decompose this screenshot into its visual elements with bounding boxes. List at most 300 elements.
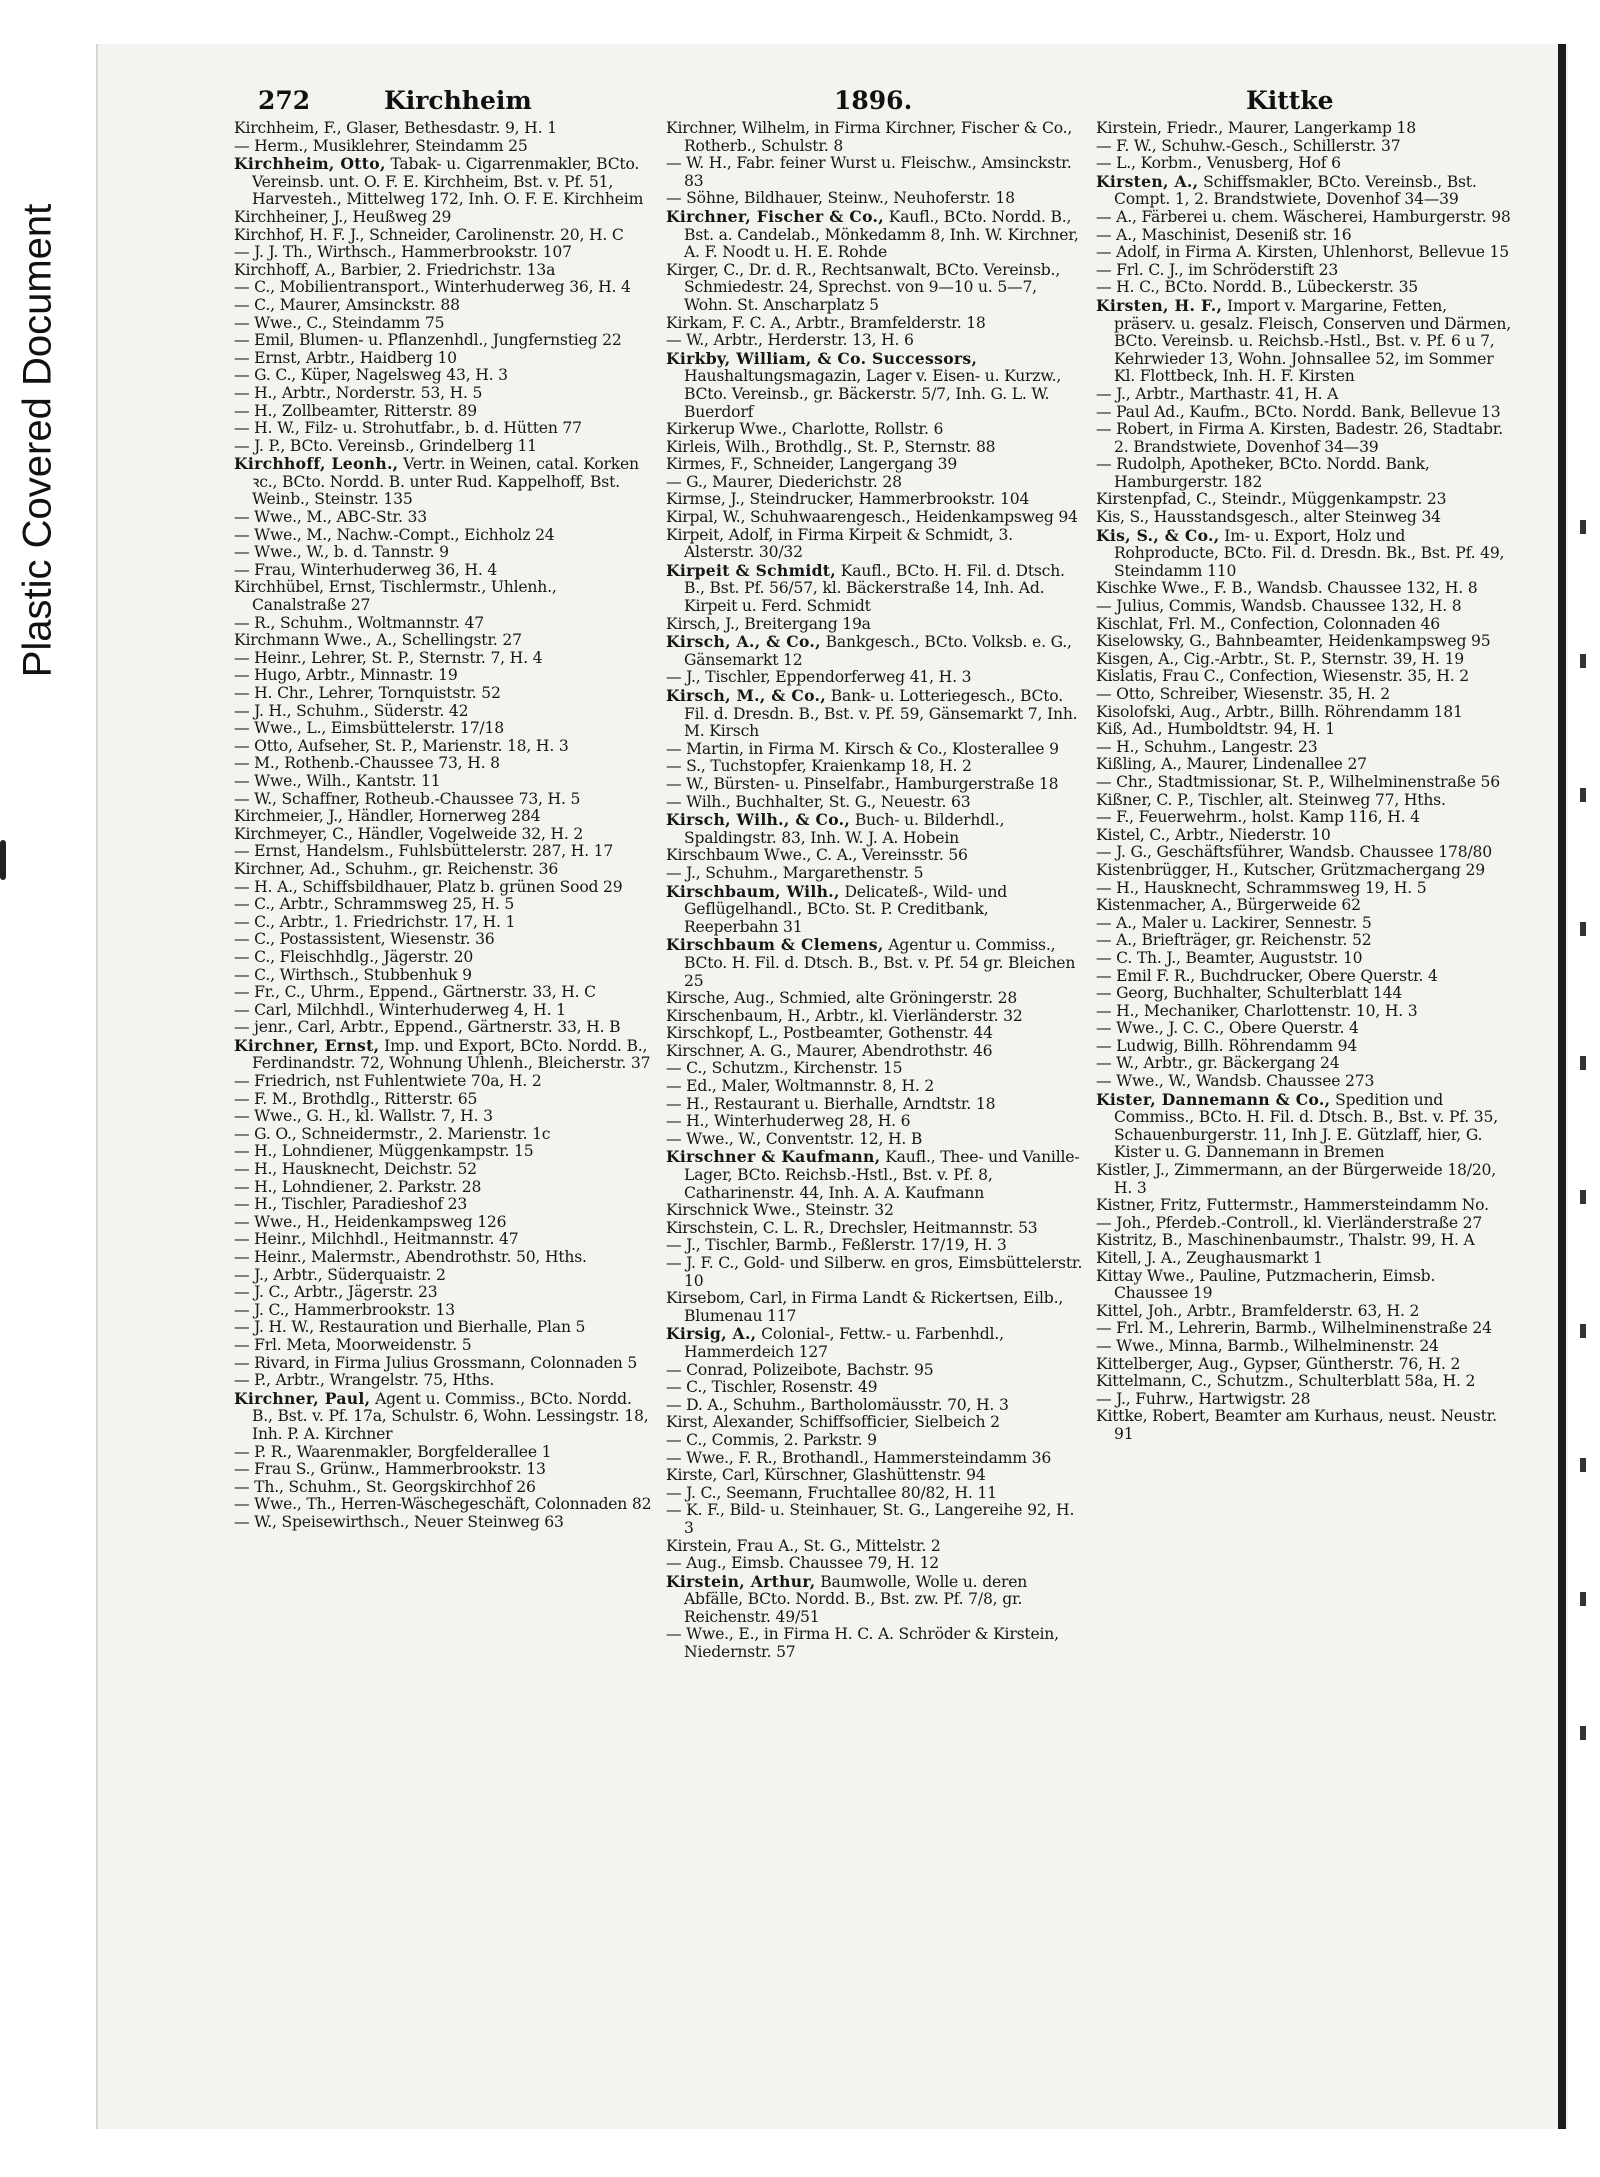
directory-entry	[1096, 227, 1512, 245]
entry-text: Kistner, Fritz, Futtermstr., Hammersteindamm No.	[1096, 1196, 1489, 1215]
directory-entry	[666, 1362, 1086, 1380]
entry-text: — Wwe., W., b. d. Tannstr. 9	[234, 543, 449, 562]
entry-text: — J., Tischler, Barmb., Feßlerstr. 17/19, H. 3	[666, 1236, 1007, 1255]
header-year: 1896.	[834, 86, 913, 115]
entry-text: Im- u. Export, Holz und Rohproducte, BCto. Fil. d. Dresdn. Bk., Bst. Pf. 49, Steindamm 110	[1114, 526, 1505, 580]
directory-entry	[234, 1179, 652, 1197]
entry-text: Imp. und Export, BCto. Nordd. B., Ferdinandstr. 72, Wohnung Uhlenh., Bleicherstr. 37	[252, 1036, 651, 1073]
entry-text: — C., Commis, 2. Parkstr. 9	[666, 1430, 877, 1449]
entry-text: Kirsch, J., Breitergang 19a	[666, 614, 871, 633]
entry-text: — Emil F. R., Buchdrucker, Obere Querstr. 4	[1096, 966, 1438, 985]
entry-text: — Wwe., W., Wandsb. Chaussee 273	[1096, 1072, 1375, 1091]
entry-text: Kirste, Carl, Kürschner, Glashüttenstr. 94	[666, 1466, 986, 1485]
directory-entry	[666, 190, 1086, 208]
directory-entry	[666, 1096, 1086, 1114]
directory-entry	[1096, 262, 1512, 280]
entry-text: Kischlat, Frl. M., Confection, Colonnaden 46	[1096, 614, 1440, 633]
entry-text: — Wwe., M., Nachw.-Compt., Eichholz 24	[234, 525, 555, 544]
directory-entry	[1096, 1408, 1512, 1443]
entry-text: Kirstenpfad, C., Steindr., Müggenkampstr. 23	[1096, 490, 1447, 509]
directory-entry	[234, 1073, 652, 1091]
entry-text: — W., Speisewirthsch., Neuer Steinweg 63	[234, 1512, 564, 1531]
entry-text: Kirkerup Wwe., Charlotte, Rollstr. 6	[666, 420, 944, 439]
entry-text: — H., Lohndiener, Müggenkampstr. 15	[234, 1142, 534, 1161]
entry-text: Kirschbaum Wwe., C. A., Vereinsstr. 56	[666, 846, 968, 865]
entry-name-bold: Kirsig, A.,	[666, 1324, 757, 1344]
entry-text: — Wwe., Minna, Barmb., Wilhelminenstr. 24	[1096, 1336, 1439, 1355]
entry-text: — Frau, Winterhuderweg 36, H. 4	[234, 560, 498, 579]
directory-entry	[234, 403, 652, 421]
entry-text: — Wwe., H., Heidenkampsweg 126	[234, 1212, 507, 1231]
entry-name-bold: Kirchner, Paul,	[234, 1388, 371, 1408]
directory-entry	[1096, 880, 1512, 898]
entry-text: — C., Arbtr., Schrammsweg 25, H. 5	[234, 895, 515, 914]
directory-entry	[234, 315, 652, 333]
directory-entry	[666, 1078, 1086, 1096]
directory-entry	[666, 741, 1086, 759]
entry-text: — Wwe., E., in Firma H. C. A. Schröder & Kirstein, Niedernstr. 57	[666, 1625, 1059, 1662]
directory-entry	[666, 883, 1086, 937]
directory-entry	[1096, 915, 1512, 933]
entry-text: — J. C., Arbtr., Jägerstr. 23	[234, 1283, 438, 1302]
entry-text: — J. G., Geschäftsführer, Wandsb. Chaussee 178/80	[1096, 843, 1492, 862]
entry-text: Kirchhübel, Ernst, Tischlermstr., Uhlenh., Canalstraße 27	[234, 578, 557, 615]
directory-entry	[666, 491, 1086, 509]
directory-entry	[1096, 862, 1512, 880]
directory-entry	[234, 1019, 652, 1037]
directory-entry	[1096, 404, 1512, 422]
entry-text: Bank- u. Lotteriegesch., BCto. Fil. d. Dresdn. B., Bst. v. Pf. 59, Gänsemarkt 7, Inh. M. Kirsch	[684, 687, 1078, 741]
directory-entry	[234, 1337, 652, 1355]
entry-text: — C., Tischler, Rosenstr. 49	[666, 1378, 878, 1397]
directory-entry	[234, 1267, 652, 1285]
entry-text: — A., Maschinist, Deseniß str. 16	[1096, 225, 1352, 244]
entry-text: Kirchhof, H. F. J., Schneider, Carolinenstr. 20, H. C	[234, 225, 624, 244]
directory-entry	[234, 1355, 652, 1373]
entry-text: — J., Arbtr., Marthastr. 41, H. A	[1096, 384, 1339, 403]
entry-text: — H., Arbtr., Norderstr. 53, H. 5	[234, 383, 483, 402]
entry-text: Kirpeit, Adolf, in Firma Kirpeit & Schmidt, 3. Alsterstr. 30/32	[666, 525, 1013, 562]
entry-text: — H., Hausknecht, Schrammsweg 19, H. 5	[1096, 878, 1427, 897]
directory-entry	[666, 509, 1086, 527]
directory-entry	[1096, 1338, 1512, 1356]
directory-entry	[1096, 721, 1512, 739]
entry-text: — Wwe., Th., Herren-Wäschegeschäft, Colonnaden 82	[234, 1495, 652, 1514]
directory-entry	[1096, 704, 1512, 722]
directory-entry	[666, 1432, 1086, 1450]
directory-entry	[666, 776, 1086, 794]
directory-entry	[1096, 138, 1512, 156]
entry-text: — W. H., Fabr. feiner Wurst u. Fleischw., Amsinckstr. 83	[666, 154, 1072, 190]
entry-text: — Chr., Stadtmissionar, St. P., Wilhelminenstraße 56	[1096, 772, 1500, 791]
directory-entry	[234, 791, 652, 809]
entry-text: — Adolf, in Firma A. Kirsten, Uhlenhorst, Bellevue 15	[1096, 243, 1509, 262]
entry-text: — Rudolph, Apotheker, BCto. Nordd. Bank, Hamburgerstr. 182	[1096, 455, 1430, 491]
entry-text: — Söhne, Bildhauer, Steinw., Neuhoferstr. 18	[666, 189, 1015, 208]
directory-entry	[234, 455, 652, 509]
directory-entry	[1096, 985, 1512, 1003]
header-left-keyword: Kirchheim	[384, 86, 532, 115]
entry-text: — Heinr., Milchhdl., Heitmannstr. 47	[234, 1230, 519, 1249]
directory-entry	[234, 562, 652, 580]
entry-text: Kischke Wwe., F. B., Wandsb. Chaussee 132, H. 8	[1096, 579, 1478, 598]
directory-entry	[666, 1255, 1086, 1290]
entry-name-bold: Kirschbaum & Clemens,	[666, 935, 884, 955]
directory-entry	[666, 1202, 1086, 1220]
entry-text: — M., Rothenb.-Chaussee 73, H. 8	[234, 754, 500, 773]
entry-text: — F. M., Brothdlg., Ritterstr. 65	[234, 1089, 478, 1108]
entry-text: — H., Mechaniker, Charlottenstr. 10, H. 3	[1096, 1001, 1418, 1020]
entry-text: — W., Schaffner, Rotheub.-Chaussee 73, H. 5	[234, 789, 581, 808]
entry-text: — H., Tischler, Paradieshof 23	[234, 1195, 468, 1214]
entry-name-bold: Kirsch, A., & Co.,	[666, 632, 821, 652]
directory-entry	[234, 579, 652, 614]
directory-entry	[666, 616, 1086, 634]
entry-text: — Wilh., Buchhalter, St. G., Neuestr. 63	[666, 792, 971, 811]
directory-entry	[234, 1196, 652, 1214]
side-label	[8, 120, 68, 760]
directory-entry	[666, 1379, 1086, 1397]
entry-text: — J. P., BCto. Vereinsb., Grindelberg 11	[234, 436, 537, 455]
directory-entry	[1096, 968, 1512, 986]
entry-text: — J., Schuhm., Margarethenstr. 5	[666, 863, 924, 882]
entry-text: Kirschkopf, L., Postbeamter, Gothenstr. 44	[666, 1024, 993, 1043]
directory-entry	[1096, 1003, 1512, 1021]
directory-entry	[666, 1325, 1086, 1361]
entry-text: Tabak- u. Cigarrenmakler, BCto. Vereinsb. unt. O. F. E. Kirchheim, Bst. v. Pf. 51, Harvesteh., Mittelweg 172, Inh. O. F. E. Kirchheim	[252, 155, 644, 209]
directory-entry	[1096, 1055, 1512, 1073]
directory-entry	[234, 544, 652, 562]
entry-text: — Ed., Maler, Woltmannstr. 8, H. 2	[666, 1077, 935, 1096]
directory-entry	[234, 650, 652, 668]
entry-text: — Ludwig, Billh. Röhrendamm 94	[1096, 1036, 1358, 1055]
entry-text: — G. O., Schneidermstr., 2. Marienstr. 1c	[234, 1124, 551, 1143]
entry-text: — C., Arbtr., 1. Friedrichstr. 17, H. 1	[234, 912, 516, 931]
directory-entry	[1096, 598, 1512, 616]
entry-text: — Ernst, Handelsm., Fuhlsbüttelerstr. 287, H. 17	[234, 842, 614, 861]
entry-text: Delicateß-, Wild- und Geflügelhandl., BCto. St. P. Creditbank, Reeperbahn 31	[684, 882, 1008, 936]
entry-text: — F. W., Schuhw.-Gesch., Schillerstr. 37	[1096, 136, 1401, 155]
entry-name-bold: Kirkby, William, & Co. Successors,	[666, 348, 978, 368]
directory-entry	[1096, 1320, 1512, 1338]
directory-entry	[666, 1131, 1086, 1149]
entry-name-bold: Kirpeit & Schmidt,	[666, 560, 837, 580]
entry-text: — H., Zollbeamter, Ritterstr. 89	[234, 401, 477, 420]
entry-text: Buch- u. Bilderhdl., Spaldingstr. 83, Inh. W. J. A. Hobein	[684, 811, 1005, 847]
directory-column-3	[1096, 120, 1512, 2000]
entry-text: — Aug., Eimsb. Chaussee 79, H. 12	[666, 1554, 940, 1573]
directory-entry	[666, 1485, 1086, 1503]
directory-entry	[234, 1249, 652, 1267]
entry-text: — J., Fuhrw., Hartwigstr. 28	[1096, 1389, 1311, 1408]
directory-entry	[1096, 173, 1512, 209]
directory-entry	[234, 138, 652, 156]
entry-text: Kisgen, A., Cig.-Arbtr., St. P., Sternstr. 39, H. 19	[1096, 649, 1465, 668]
directory-entry	[666, 865, 1086, 883]
directory-entry	[1096, 739, 1512, 757]
directory-entry	[234, 738, 652, 756]
entry-text: Import v. Margarine, Fetten, präserv. u. gesalz. Fleisch, Conserven und Därmen, BCto. Vereinsb. u. Reichsb.-Hstl., Bst. v. Pf. 6 u 7, Kehrwieder 13, Wohn. Johnsallee 52, im Sommer Kl. Flottbeck, Inh. H. F. Kirsten	[1114, 296, 1511, 386]
entry-text: Kirchner, Wilhelm, in Firma Kirchner, Fischer & Co., Rotherb., Schulstr. 8	[666, 120, 1073, 155]
entry-text: — L., Korbm., Venusberg, Hof 6	[1096, 154, 1341, 173]
entry-text: — Frl. M., Lehrerin, Barmb., Wilhelminenstraße 24	[1096, 1319, 1492, 1338]
entry-text: Kistritz, B., Maschinenbaumstr., Thalstr. 99, H. A	[1096, 1231, 1475, 1250]
directory-entry	[1096, 932, 1512, 950]
directory-entry	[1096, 1232, 1512, 1250]
entry-text: — Wwe., W., Conventstr. 12, H. B	[666, 1129, 923, 1148]
scan-edge-mark	[0, 840, 6, 880]
entry-text: — Martin, in Firma M. Kirsch & Co., Klosterallee 9	[666, 739, 1059, 758]
directory-entry	[1096, 633, 1512, 651]
entry-text: Kirmse, J., Steindrucker, Hammerbrookstr. 104	[666, 490, 1030, 509]
entry-text: — Wwe., Wilh., Kantstr. 11	[234, 771, 441, 790]
entry-text: Kirmes, F., Schneider, Langergang 39	[666, 455, 958, 474]
directory-entry	[666, 794, 1086, 812]
side-label-text: Plastic Covered Document	[15, 203, 60, 677]
entry-text: Kirschstein, C. L. R., Drechsler, Heitmannstr. 53	[666, 1218, 1038, 1237]
entry-text: Kaufl., BCto. Nordd. B., Bst. a. Candelab., Mönkedamm 8, Inh. W. Kirchner, A. F. Noodt u. H. E. Rohde	[684, 207, 1079, 262]
directory-entry	[234, 967, 652, 985]
entry-text: — J. C., Seemann, Fruchtallee 80/82, H. 11	[666, 1483, 997, 1502]
entry-text: Kirschnick Wwe., Steinstr. 32	[666, 1201, 894, 1220]
entry-text: Kirkam, F. C. A., Arbtr., Bramfelderstr. 18	[666, 313, 986, 332]
entry-text: Kirchhoff, A., Barbier, 2. Friedrichstr. 13a	[234, 260, 556, 279]
directory-entry	[1096, 651, 1512, 669]
entry-text: — Friedrich, nst Fuhlentwiete 70a, H. 2	[234, 1072, 542, 1091]
directory-entry	[234, 297, 652, 315]
directory-entry	[234, 1143, 652, 1161]
entry-text: — Joh., Pferdeb.-Controll., kl. Vierländerstraße 27	[1096, 1213, 1483, 1232]
entry-text: — J. H. W., Restauration und Bierhalle, Plan 5	[234, 1318, 586, 1337]
entry-text: — S., Tuchstopfer, Kraienkamp 18, H. 2	[666, 757, 972, 776]
directory-entry	[234, 755, 652, 773]
entry-text: — Hugo, Arbtr., Minnastr. 19	[234, 666, 458, 685]
entry-text: Bankgesch., BCto. Volksb. e. G., Gänsemarkt 12	[684, 633, 1072, 669]
directory-column-1	[234, 120, 652, 2000]
directory-entry	[666, 1025, 1086, 1043]
directory-entry	[234, 703, 652, 721]
directory-entry	[666, 474, 1086, 492]
entry-text: Kirstein, Frau A., St. G., Mittelstr. 2	[666, 1536, 941, 1555]
directory-entry	[234, 332, 652, 350]
directory-entry	[1096, 774, 1512, 792]
entry-text: Kirschenbaum, H., Arbtr., kl. Vierländerstr. 32	[666, 1006, 1023, 1025]
entry-text: Agentur u. Commiss., BCto. H. Fil. d. Dtsch. B., Bst. v. Pf. 54 gr. Bleichen 25	[684, 936, 1076, 990]
directory-entry	[666, 758, 1086, 776]
entry-name-bold: Kis, S., & Co.,	[1096, 525, 1220, 545]
entry-text: — H., Winterhuderweg 28, H. 6	[666, 1112, 911, 1131]
directory-entry	[234, 1126, 652, 1144]
entry-text: Kißling, A., Maurer, Lindenallee 27	[1096, 755, 1367, 774]
directory-entry	[234, 861, 652, 879]
entry-name-bold: Kirsch, M., & Co.,	[666, 686, 827, 705]
directory-entry	[666, 1538, 1086, 1556]
entry-text: Kirchmeier, J., Händler, Hornerweg 284	[234, 807, 541, 826]
entry-text: — H. W., Filz- u. Strohutfabr., b. d. Hütten 77	[234, 419, 582, 438]
directory-entry	[234, 1284, 652, 1302]
directory-entry	[666, 315, 1086, 333]
directory-entry	[234, 879, 652, 897]
entry-text: — H., Schuhm., Langestr. 23	[1096, 737, 1318, 756]
directory-entry	[234, 808, 652, 826]
directory-entry	[1096, 844, 1512, 862]
directory-entry	[1096, 509, 1512, 527]
entry-text: Kaufl., Thee- und Vanille-Lager, BCto. Reichsb.-Hstl., Bst. v. Pf. 8, Catharinenstr. 44, Inh. A. A. Kaufmann	[684, 1148, 1080, 1202]
directory-entry	[234, 1479, 652, 1497]
directory-entry	[234, 1231, 652, 1249]
entry-text: — Frl. C. J., im Schröderstift 23	[1096, 260, 1339, 279]
entry-text: — P. R., Waarenmakler, Borgfelderallee 1	[234, 1442, 552, 1461]
directory-entry	[1096, 580, 1512, 598]
directory-entry	[234, 1002, 652, 1020]
directory-entry	[1096, 792, 1512, 810]
entry-text: Kittelberger, Aug., Gypser, Güntherstr. 76, H. 2	[1096, 1354, 1461, 1373]
entry-text: Vertr. in Weinen, catal. Korken ꝛc., BCto. Nordd. B. unter Rud. Kappelhoff, Bst. Weinb., Steinstr. 135	[252, 455, 639, 509]
entry-name-bold: Kirchheim, Otto,	[234, 154, 386, 174]
entry-text: Spedition und Commiss., BCto. H. Fil. d. Dtsch. B., Bst. v. Pf. 35, Schauenburgerstr. 11, Inh J. E. Gützlaff, hier, G. Kister u. G. Dannemann in Bremen	[1114, 1090, 1498, 1162]
entry-text: — Wwe., G. H., kl. Wallstr. 7, H. 3	[234, 1107, 493, 1126]
directory-entry	[666, 1573, 1086, 1627]
directory-entry	[1096, 1091, 1512, 1162]
entry-name-bold: Kirsch, Wilh., & Co.,	[666, 810, 851, 830]
directory-entry	[1096, 1215, 1512, 1233]
entry-name-bold: Kister, Dannemann & Co.,	[1096, 1089, 1331, 1109]
entry-text: — W., Arbtr., gr. Bäckergang 24	[1096, 1054, 1340, 1073]
entry-text: — Frl. Meta, Moorweidenstr. 5	[234, 1335, 472, 1354]
entry-text: — D. A., Schuhm., Bartholomäusstr. 70, H. 3	[666, 1395, 1009, 1414]
directory-entry	[666, 633, 1086, 669]
entry-text: Kittay Wwe., Pauline, Putzmacherin, Eimsb. Chaussee 19	[1096, 1266, 1436, 1303]
entry-text: Kirchmeyer, C., Händler, Vogelweide 32, H. 2	[234, 824, 584, 843]
directory-entry	[1096, 897, 1512, 915]
directory-entry	[1096, 1073, 1512, 1091]
directory-entry	[1096, 421, 1512, 456]
entry-text: — A., Färberei u. chem. Wäscherei, Hamburgerstr. 98	[1096, 207, 1511, 226]
entry-text: Kiselowsky, G., Bahnbeamter, Heidenkampsweg 95	[1096, 632, 1491, 651]
directory-entry	[666, 332, 1086, 350]
directory-entry	[234, 949, 652, 967]
entry-text: Kis, S., Hausstandsgesch., alter Steinweg 34	[1096, 508, 1441, 527]
directory-entry	[234, 279, 652, 297]
directory-entry	[234, 527, 652, 545]
entry-text: — Rivard, in Firma Julius Grossmann, Colonnaden 5	[234, 1353, 638, 1372]
entry-text: Kirstein, Friedr., Maurer, Langerkamp 18	[1096, 120, 1416, 137]
directory-entry	[234, 244, 652, 262]
directory-entry	[666, 350, 1086, 421]
directory-entry	[666, 811, 1086, 847]
directory-entry	[234, 931, 652, 949]
entry-text: — Wwe., M., ABC-Str. 33	[234, 508, 427, 527]
directory-entry	[234, 1496, 652, 1514]
directory-entry	[234, 438, 652, 456]
entry-name-bold: Kirschner & Kaufmann,	[666, 1147, 881, 1167]
entry-text: Kirchheim, F., Glaser, Bethesdastr. 9, H. 1	[234, 120, 557, 137]
directory-entry	[1096, 244, 1512, 262]
entry-text: Kittke, Robert, Beamter am Kurhaus, neust. Neustr. 91	[1096, 1407, 1497, 1443]
directory-entry	[1096, 1268, 1512, 1303]
entry-text: — Heinr., Malermstr., Abendrothstr. 50, Hths.	[234, 1248, 587, 1266]
directory-entry	[234, 1390, 652, 1444]
entry-text: — F., Feuerwehrm., holst. Kamp 116, H. 4	[1096, 808, 1420, 827]
entry-text: — W., Arbtr., Herderstr. 13, H. 6	[666, 331, 914, 350]
entry-text: Colonial-, Fettw.- u. Farbenhdl., Hammerdeich 127	[684, 1325, 1004, 1361]
directory-entry	[234, 1461, 652, 1479]
entry-text: — Wwe., J. C. C., Obere Querstr. 4	[1096, 1019, 1359, 1038]
entry-text: — Otto, Aufseher, St. P., Marienstr. 18, H. 3	[234, 736, 569, 755]
directory-entry	[234, 667, 652, 685]
entry-text: Kißner, C. P., Tischler, alt. Steinweg 77, Hths.	[1096, 790, 1446, 809]
directory-entry	[234, 1091, 652, 1109]
entry-text: — Th., Schuhm., St. Georgskirchhof 26	[234, 1477, 536, 1496]
entry-text: — Paul Ad., Kaufm., BCto. Nordd. Bank, Bellevue 13	[1096, 402, 1501, 421]
entry-text: — Julius, Commis, Wandsb. Chaussee 132, H. 8	[1096, 597, 1462, 616]
entry-text: — A., Briefträger, gr. Reichenstr. 52	[1096, 931, 1372, 950]
directory-entry	[234, 615, 652, 633]
page-number: 272	[258, 86, 311, 115]
directory-entry	[1096, 668, 1512, 686]
entry-text: Agent u. Commiss., BCto. Nordd. B., Bst. v. Pf. 17a, Schulstr. 6, Wohn. Lessingstr. 18, Inh. P. A. Kirchner	[252, 1389, 649, 1443]
directory-entry	[1096, 491, 1512, 509]
entry-text: — H. C., BCto. Nordd. B., Lübeckerstr. 35	[1096, 278, 1419, 297]
page-binding-edge	[1558, 44, 1566, 2129]
directory-entry	[666, 1467, 1086, 1485]
directory-entry	[666, 936, 1086, 990]
directory-entry	[234, 155, 652, 209]
directory-entry	[1096, 1356, 1512, 1374]
entry-text: — K. F., Bild- u. Steinhauer, St. G., Langereihe 92, H. 3	[666, 1501, 1075, 1537]
entry-text: — J. J. Th., Wirthsch., Hammerbrookstr. 107	[234, 243, 572, 262]
entry-text: Kirleis, Wilh., Brothdlg., St. P., Sternstr. 88	[666, 437, 996, 456]
header-right-keyword: Kittke	[1246, 86, 1334, 115]
entry-text: — H., Hausknecht, Deichstr. 52	[234, 1160, 477, 1179]
directory-entry	[234, 509, 652, 527]
directory-entry	[1096, 686, 1512, 704]
entry-name-bold: Kirchner, Fischer & Co.,	[666, 206, 884, 226]
directory-entry	[666, 1555, 1086, 1573]
entry-text: — G. C., Küper, Nagelsweg 43, H. 3	[234, 366, 508, 385]
directory-entry	[666, 1043, 1086, 1061]
entry-text: — C., Mobilientransport., Winterhuderweg 36, H. 4	[234, 278, 631, 297]
directory-entry	[234, 1372, 652, 1390]
directory-entry	[1096, 279, 1512, 297]
directory-entry	[234, 1108, 652, 1126]
directory-entry	[666, 1290, 1086, 1325]
entry-text: Kittel, Joh., Arbtr., Bramfelderstr. 63, H. 2	[1096, 1301, 1420, 1320]
directory-entry	[666, 562, 1086, 616]
entry-text: — C., Schutzm., Kirchenstr. 15	[666, 1059, 903, 1078]
directory-entry	[1096, 616, 1512, 634]
entry-text: Haushaltungsmagazin, Lager v. Eisen- u. Kurzw., BCto. Vereinsb., gr. Bäckerstr. 5/7, Inh. G. L. W. Buerdorf	[684, 367, 1062, 421]
entry-name-bold: Kirchhoff, Leonh.,	[234, 454, 399, 474]
directory-entry	[666, 527, 1086, 562]
directory-entry	[666, 1148, 1086, 1202]
directory-entry	[1096, 809, 1512, 827]
entry-text: Kirschner, A. G., Maurer, Abendrothstr. 46	[666, 1041, 993, 1060]
directory-entry	[666, 456, 1086, 474]
entry-text: — J., Tischler, Eppendorferweg 41, H. 3	[666, 668, 972, 687]
entry-text: Kisolofski, Aug., Arbtr., Billh. Röhrendamm 181	[1096, 702, 1463, 721]
directory-entry	[666, 1626, 1086, 1661]
directory-entry	[666, 1113, 1086, 1131]
directory-entry	[666, 669, 1086, 687]
directory-entry	[1096, 1020, 1512, 1038]
entry-text: — jenr., Carl, Arbtr., Eppend., Gärtnerstr. 33, H. B	[234, 1018, 621, 1037]
directory-entry	[666, 847, 1086, 865]
directory-entry	[1096, 297, 1512, 386]
directory-entry	[1096, 1250, 1512, 1268]
entry-text: — Wwe., F. R., Brothandl., Hammersteindamm 36	[666, 1448, 1052, 1467]
entry-name-bold: Kirschbaum, Wilh.,	[666, 881, 840, 901]
